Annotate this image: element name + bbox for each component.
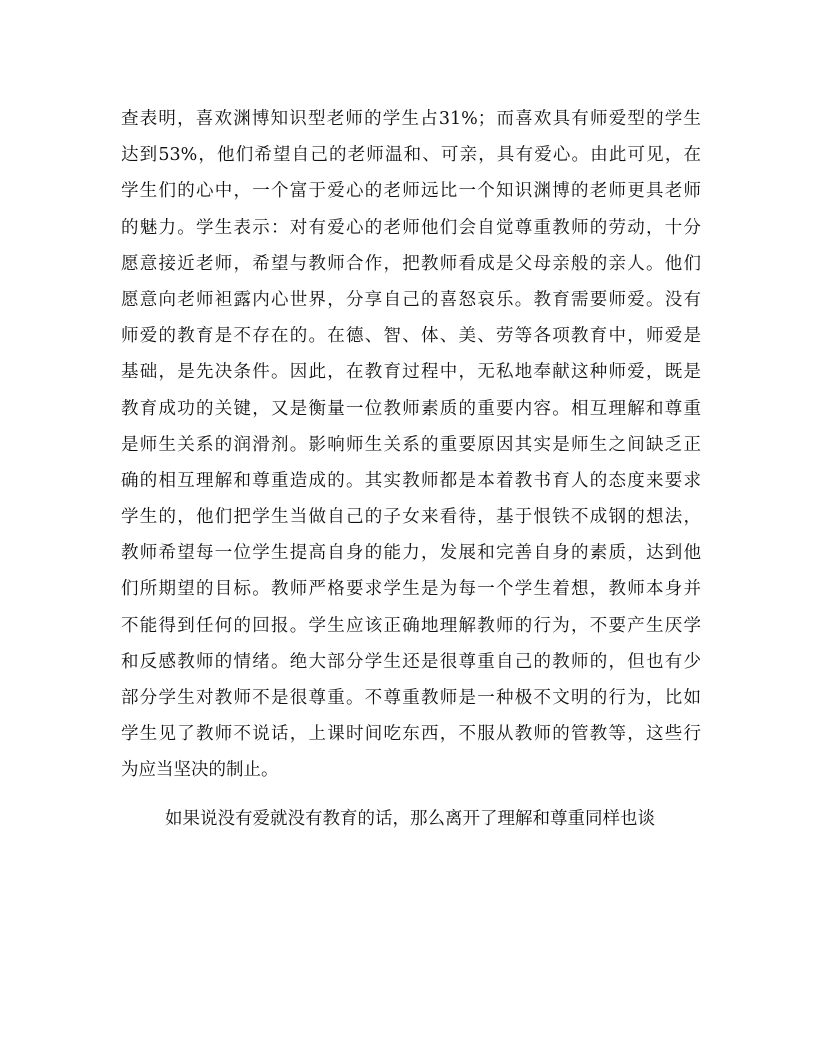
text-line: 学生们的心中，一个富于爱心的老师远比一个知识渊博的老师更具老师 [121,181,701,202]
text-line: 部分学生对教师不是很尊重。不尊重教师是一种极不文明的行为，比如 [121,688,701,708]
text-line: 达到53%，他们希望自己的老师温和、可亲，具有爱心。由此可见，在 [121,145,701,166]
document-body [121,101,701,837]
text-line: 教育成功的关键，又是衡量一位教师素质的重要内容。相互理解和尊重 [121,398,701,419]
paragraph-gap [121,789,701,801]
text-line: 学生的，他们把学生当做自己的子女来看待，基于恨铁不成钢的想法， [121,507,701,528]
text-line: 基础，是先决条件。因此，在教育过程中，无私地奉献这种师爱，既是 [121,362,701,383]
text-line: 和反感教师的情绪。绝大部分学生还是很尊重自己的教师的，但也有少 [121,651,701,672]
text-line: 师爱的教育是不存在的。在德、智、体、美、劳等各项教育中，师爱是 [121,326,701,347]
text-line: 查表明，喜欢渊博知识型老师的学生占31%；而喜欢具有师爱型的学生 [121,109,701,129]
text-line: 确的相互理解和尊重造成的。其实教师都是本着教书育人的态度来要求 [121,470,701,491]
text-line: 如果说没有爱就没有教育的话，那么离开了理解和尊重同样也谈 [165,808,655,829]
text-line: 愿意接近老师，希望与教师合作，把教师看成是父母亲般的亲人。他们 [121,253,701,274]
text-line: 愿意向老师袒露内心世界，分享自己的喜怒哀乐。教育需要师爱。没有 [121,289,701,310]
paragraph-1 [121,101,701,789]
text-line: 不能得到任何的回报。学生应该正确地理解教师的行为，不要产生厌学 [121,615,701,636]
text-line: 学生见了教师不说话，上课时间吃东西，不服从教师的管教等，这些行 [121,724,701,745]
text-line: 的魅力。学生表示：对有爱心的老师他们会自觉尊重教师的劳动，十分 [121,217,701,238]
text-line: 教师希望每一位学生提高自身的能力，发展和完善自身的素质，达到他 [121,543,701,564]
text-line: 是师生关系的润滑剂。影响师生关系的重要原因其实是师生之间缺乏正 [121,434,701,455]
text-line: 为应当坚决的制止。 [121,760,279,781]
paragraph-2 [121,801,701,837]
text-line: 们所期望的目标。教师严格要求学生是为每一个学生着想，教师本身并 [121,579,701,600]
